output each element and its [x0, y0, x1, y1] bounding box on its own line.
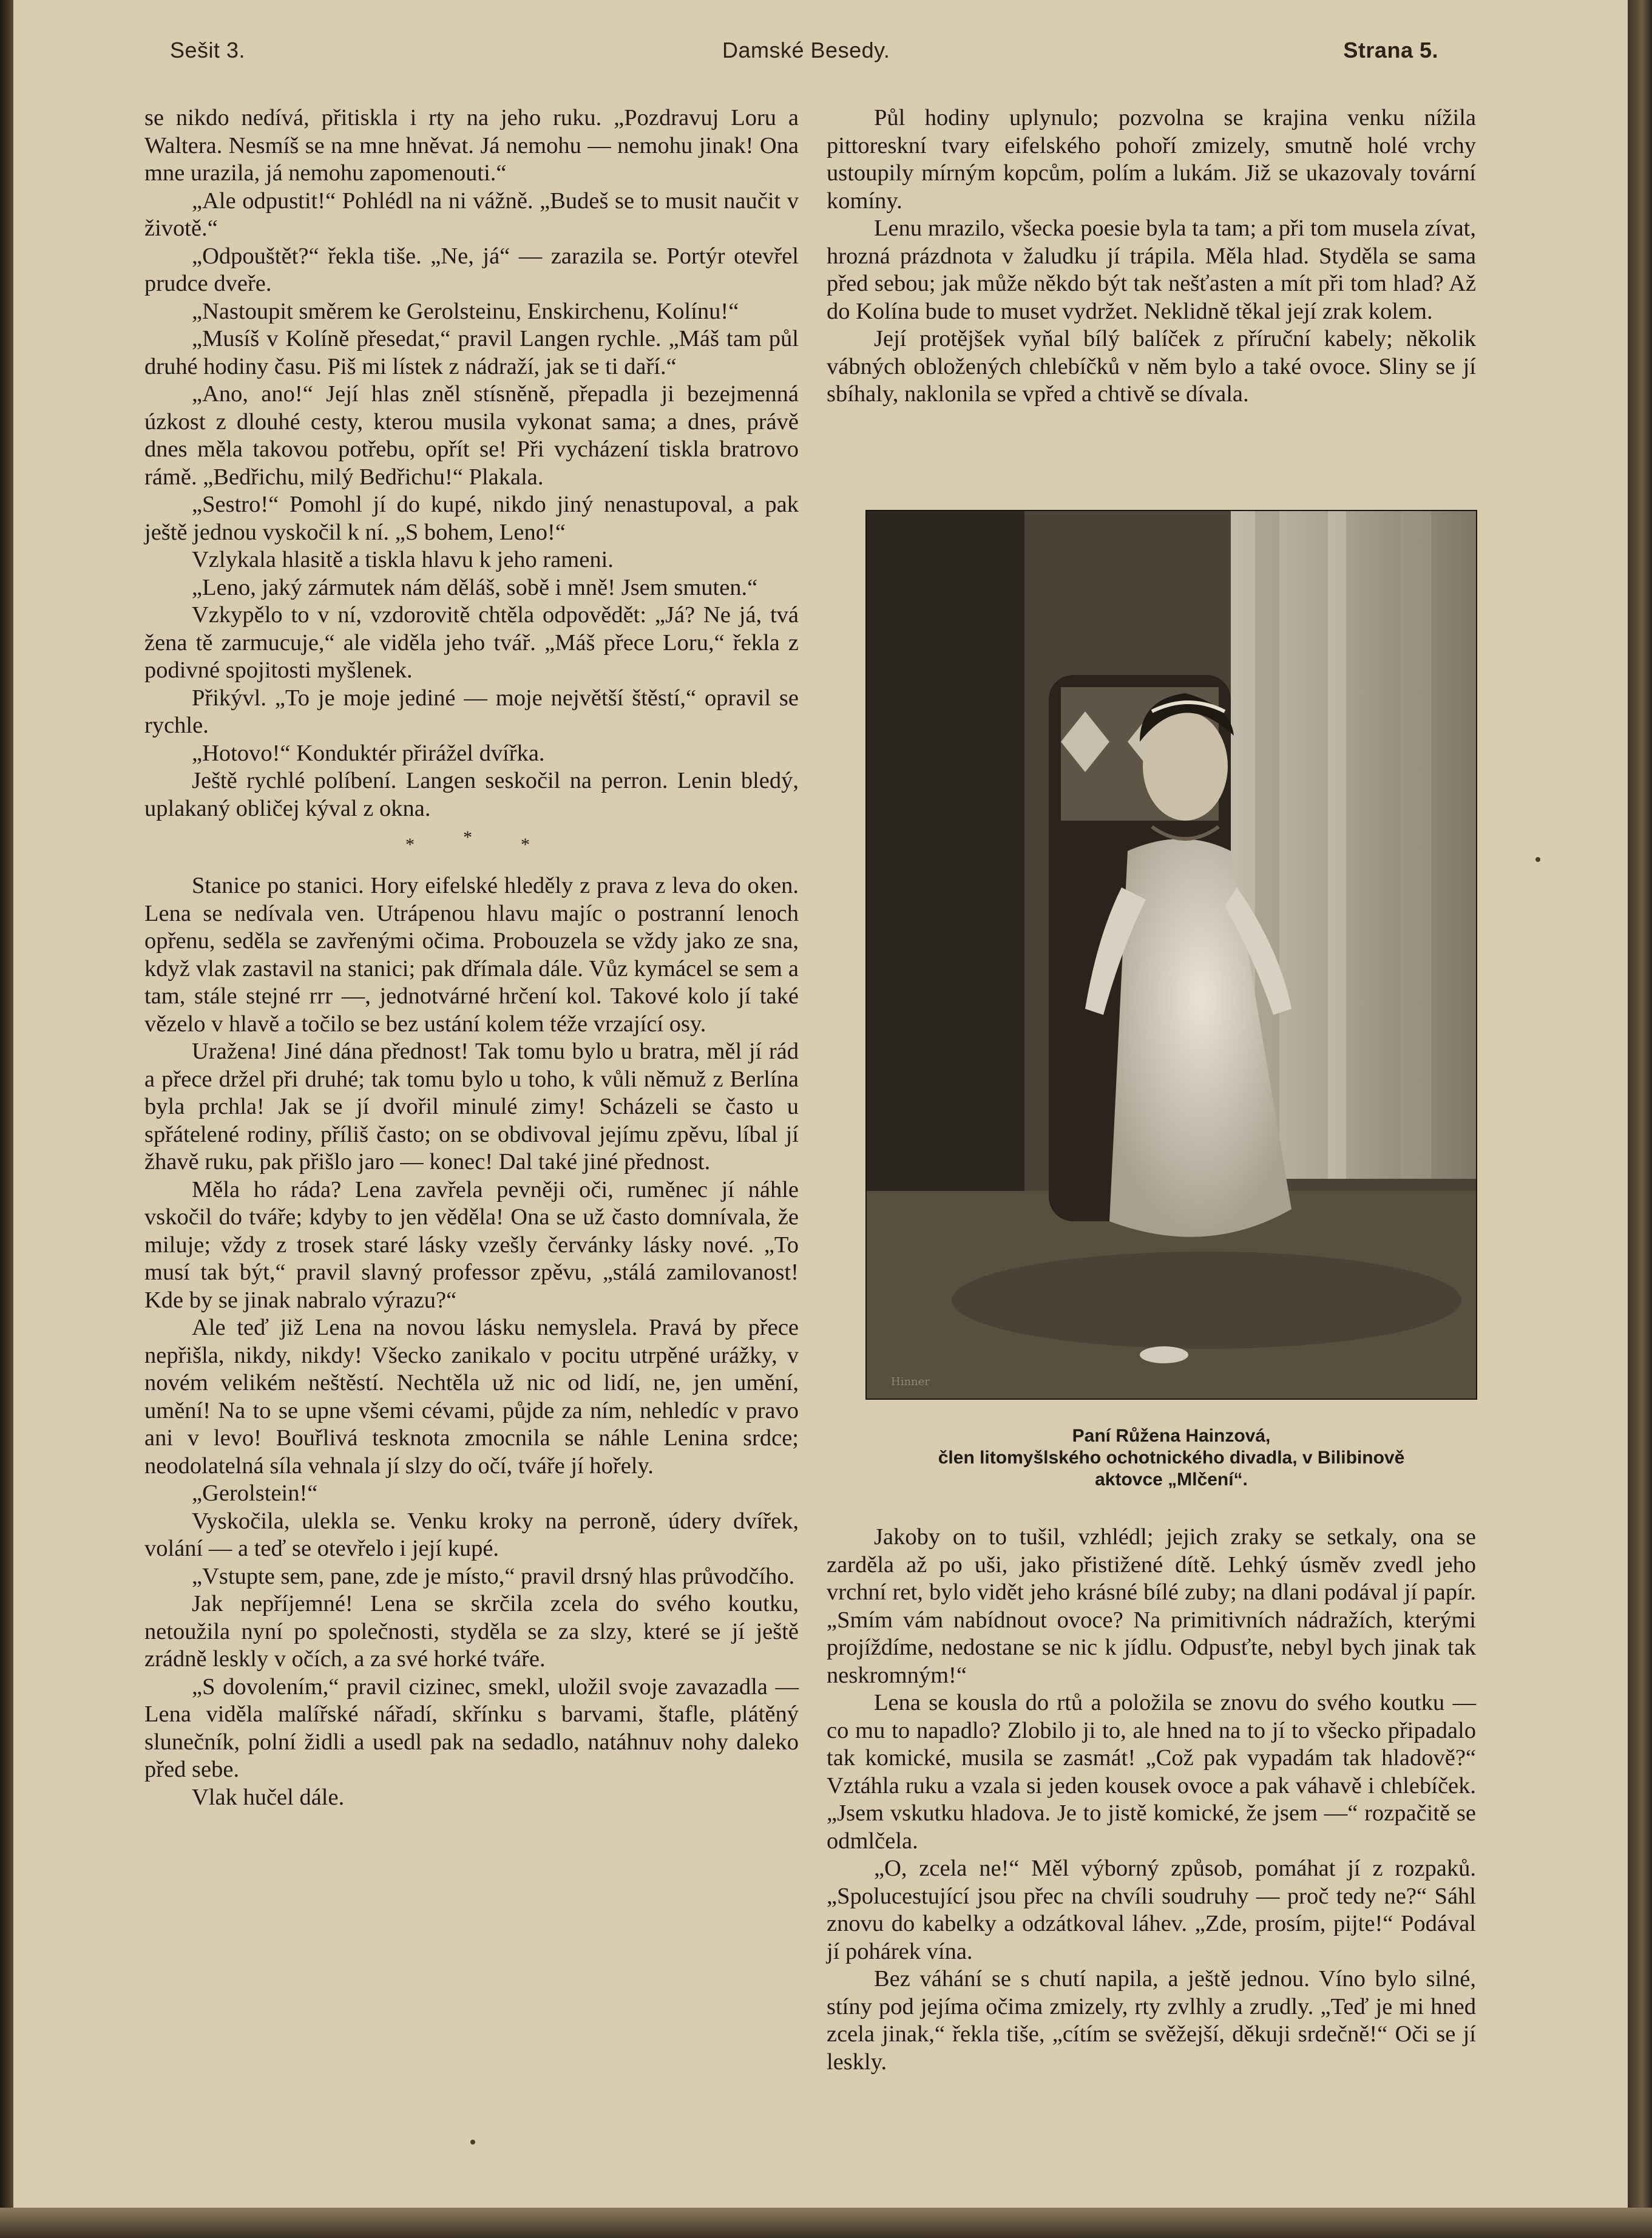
paragraph: „O, zcela ne!“ Měl výborný způsob, pomáhat jí z rozpaků. „Spolucestující jsou přec na chvíli soudruhy — proč tedy ne?“ Sáhl znovu do kabelky a odzátkoval láhev. „Zde, prosím, pijte!“ Podával jí pohárek vína. — [827, 1856, 1476, 1964]
margin-mark — [1535, 857, 1540, 862]
paragraph: Lena se kousla do rtů a položila se znovu do svého koutku — co mu to napadlo? Zlobilo ji to, ale hned na to jí to všecko připadalo tak komické, musila se zasmát! „Což pak vypadám tak hladově?“ Vztáhla ruku a vzala si jeden kousek ovoce a pak váhavě i chlebíček. „Jsem vskutku hladova. Je to jistě komické, že jsem —“ rozpačitě se odmlčela. — [827, 1690, 1476, 1854]
paragraph: „Ale odpustit!“ Pohlédl na ni vážně. „Budeš se to musit naučit v životě.“ — [144, 188, 799, 241]
paragraph: Vlak hučel dále. — [192, 1784, 345, 1810]
paragraph: „Hotovo!“ Konduktér přirážel dvířka. — [192, 740, 545, 766]
left-column — [144, 104, 799, 1811]
right-column-top — [827, 104, 1476, 409]
photo-signature: Hinner — [891, 1375, 930, 1388]
paragraph: „Musíš v Kolíně přesedat,“ pravil Langen rychle. „Máš tam půl druhé hodiny času. Piš mi lístek z nádraží, jak se ti daří.“ — [144, 326, 799, 379]
binding-spine — [0, 0, 13, 2238]
caption-name: Paní Růžena Hainzová, — [1072, 1426, 1271, 1446]
paragraph: „Leno, jaký zármutek nám děláš, sobě i mně! Jsem smuten.“ — [192, 574, 758, 600]
page-edge-right — [1628, 0, 1652, 2238]
paragraph: Přikývl. „To je moje jediné — moje největší štěstí,“ opravil se rychle. — [144, 685, 799, 738]
paragraph: Půl hodiny uplynulo; pozvolna se krajina venku nížila pittoreskní tvary eifelského pohoří zmizely, smutně holé vrchy ustoupily mírným kopcům, polím a lukám. Již se ukazovaly tovární komíny. — [827, 105, 1476, 214]
paragraph: „Sestro!“ Pomohl jí do kupé, nikdo jiný nenastupoval, a pak ještě jednou vyskočil k ní. „S bohem, Leno!“ — [144, 492, 799, 545]
paragraph: Její protějšek vyňal bílý balíček z příruční kabely; několik vábných obložených chlebíčků v něm bylo a také ovoce. Sliny se jí sbíhaly, naklonila se vpřed a chtivě se dívala. — [827, 326, 1476, 407]
margin-mark — [470, 2140, 475, 2145]
paragraph: Vzlykala hlasitě a tiskla hlavu k jeho rameni. — [192, 547, 614, 572]
paragraph: Ale teď již Lena na novou lásku nemyslela. Pravá by přece nepřišla, nikdy, nikdy! Všecko zanikalo v pocitu utrpěné urážky, v novém velikém neštěstí. Nechtěla už nic od lidí, ne, jen umění, umění! Na to se upne všemi cévami, půjde za ním, nehledíc v pravo ani v levo! Bouřlivá tesknota zmocnila se náhle Lenina srdce; neodolatelná síla vehnala jí slzy do očí, tváře jí hořely. — [144, 1315, 799, 1479]
photo-illustration — [867, 511, 1476, 1399]
paragraph: Jak nepříjemné! Lena se skrčila zcela do svého koutku, netoužila nyní po společnosti, styděla se za slzy, které se jí ještě zrádně leskly v očích, a za své horké tváře. — [144, 1591, 799, 1672]
section-separator — [144, 822, 799, 872]
paragraph: „Vstupte sem, pane, zde je místo,“ pravil drsný hlas průvodčího. — [192, 1563, 795, 1589]
running-header — [164, 38, 1463, 74]
separator-star: * — [463, 827, 472, 847]
magazine-title: Damské Besedy. — [722, 38, 890, 63]
paragraph: Vyskočila, ulekla se. Venku kroky na perroně, údery dvířek, volání — a teď se otevřelo i její kupé. — [144, 1508, 799, 1561]
paragraph: „S dovolením,“ pravil cizinec, smekl, uložil svoje zavazadla — Lena viděla malířské nářadí, skřínku s barvami, štafle, plátěný slunečník, polní židli a usedl pak na sedadlo, natáhnuv nohy daleko před sebe. — [144, 1673, 799, 1782]
right-column-bottom — [827, 1524, 1476, 2076]
issue-number: Sešit 3. — [170, 38, 246, 63]
photo-caption — [838, 1425, 1505, 1491]
page-number: Strana 5. — [1343, 38, 1438, 63]
paragraph: „Odpouštět?“ řekla tiše. „Ne, já“ — zarazila se. Portýr otevřel prudce dveře. — [144, 243, 799, 296]
paragraph: Vzkypělo to v ní, vzdorovitě chtěla odpovědět: „Já? Ne já, tvá žena tě zarmucuje,“ ale viděla jeho tvář. „Máš přece Loru,“ řekla z podivné spojitosti myšlenek. — [144, 602, 799, 683]
paragraph: Jakoby on to tušil, vzhlédl; jejich zraky se setkaly, ona se zarděla až po uši, jako přistižené dítě. Lehký úsměv zvedl jeho vrchní ret, bylo vidět jeho krásné bílé zuby; na dlani podával jí papír. „Smím vám nabídnout ovoce? Na primitivních nádražích, kterými projíždíme, nedostane se nic k jídlu. Odpusťte, nebyl bych jinak tak neskromným!“ — [827, 1524, 1476, 1688]
paragraph: Ještě rychlé políbení. Langen seskočil na perron. Lenin bledý, uplakaný obličej kýval z okna. — [144, 768, 799, 821]
paragraph: „Gerolstein!“ — [192, 1480, 318, 1506]
paragraph: Uražena! Jiné dána přednost! Tak tomu bylo u bratra, měl jí rád a přece držel při druhé; tak tomu bylo u toho, k vůli němuž z Berlína byla prchla! Jak se jí dvořil minulé zimy! Scházeli se často u spřátelené rodiny, příliš často; on se obdivoval jejímu zpěvu, líbal jí žhavě ruku, pak přišlo jaro — konec! Dal také jiné přednost. — [144, 1039, 799, 1175]
paragraph: Stanice po stanici. Hory eifelské hleděly z prava z leva do oken. Lena se nedívala ven. Utrápenou hlavu majíc o postranní lenoch opřenu, seděla se zavřenými očima. Probouzela se vždy jako ze sna, když vlak zastavil na stanici; pak dřímala dále. Vůz kymácel se sem a tam, stále stejné rrr —, jednotvárné hrčení kol. Takové kolo jí také vězelo v hlavě a točilo se bez ustání kolem téže vrzající osy. — [144, 873, 799, 1037]
separator-star: * — [405, 835, 415, 855]
caption-line: člen litomyšlského ochotnického divadla, v Bilibinově — [938, 1448, 1405, 1468]
caption-line: aktovce „Mlčení“. — [1095, 1470, 1248, 1490]
paragraph: Měla ho ráda? Lena zavřela pevněji oči, ruměnec jí náhle vskočil do tváře; kdyby to jen věděla! Ona se už často domnívala, že miluje; vždy z trosek staré lásky vzešly červánky lásky nové. „To musí tak být,“ pravil slavný professor zpěvu, „stálá zamilovanost! Kde by se jinak nabralo výrazu?“ — [144, 1176, 799, 1313]
paragraph: se nikdo nedívá, přitiskla i rty na jeho ruku. „Pozdravuj Loru a Waltera. Nesmíš se na mne hněvat. Já nemohu — nemohu jinak! Ona mne urazila, já nemohu zapomenouti.“ — [144, 105, 799, 186]
paragraph: Bez váhání se s chutí napila, a ještě jednou. Víno bylo silné, stíny pod jejíma očima zmizely, rty zvlhly a zrudly. „Teď je mi hned zcela jinak,“ řekla tiše, „cítím se svěžejší, děkuji srdečně!“ Oči se jí leskly. — [827, 1966, 1476, 2075]
paragraph: „Ano, ano!“ Její hlas zněl stísněně, přepadla ji bezejmenná úzkost z dlouhé cesty, kterou musila vykonat sama; a dnes, právě dnes měla takovou potřebu, opřít se! Při vycházení tiskla bratrovo rámě. „Bedřichu, milý Bedřichu!“ Plakala. — [144, 381, 799, 490]
paragraph: Lenu mrazilo, všecka poesie byla ta tam; a při tom musela zívat, hrozná prázdnota v žaludku jí trápila. Měla hlad. Styděla se sama před sebou; jak může někdo být tak nešťasten a mít při tom hlad? Až do Kolína bude to muset vydržet. Neklidně těkal její zrak kolem. — [827, 215, 1476, 324]
paragraph: „Nastoupit směrem ke Gerolsteinu, Enskirchenu, Kolínu!“ — [192, 298, 739, 324]
page-edge-bottom — [0, 2208, 1652, 2238]
portrait-photograph — [865, 510, 1477, 1400]
separator-star: * — [521, 835, 530, 855]
